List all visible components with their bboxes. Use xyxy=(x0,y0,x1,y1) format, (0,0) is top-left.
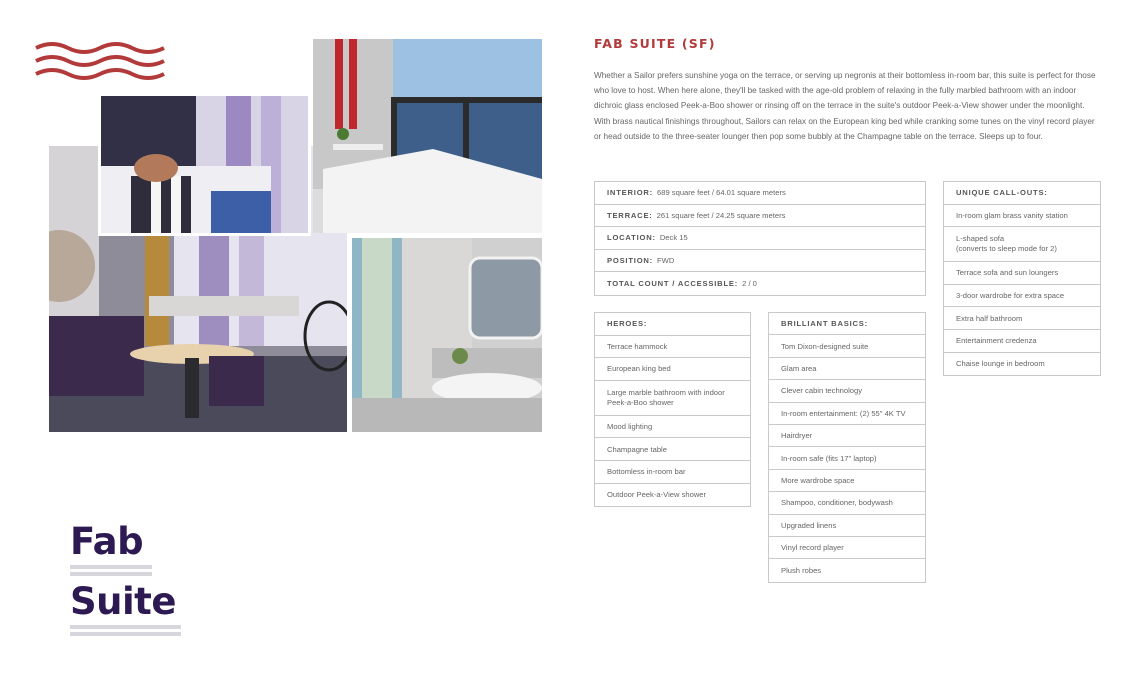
list-item: Shampoo, conditioner, bodywash xyxy=(769,492,925,514)
list-item: Champagne table xyxy=(595,438,750,461)
spec-value: 689 square feet / 64.01 square meters xyxy=(657,188,786,198)
list-item: Large marble bathroom with indoor Peek-a-Boo shower xyxy=(595,381,750,416)
bathroom-photo xyxy=(352,238,542,432)
list-item: Extra half bathroom xyxy=(944,307,1100,330)
spec-label: LOCATION: xyxy=(607,233,656,243)
list-item: In-room glam brass vanity station xyxy=(944,205,1100,228)
list-item: Glam area xyxy=(769,358,925,380)
list-item: Mood lighting xyxy=(595,416,750,439)
spec-value: 261 square feet / 24.25 square meters xyxy=(656,210,786,220)
spec-row-count xyxy=(595,272,925,295)
basics-header: BRILLIANT BASICS: xyxy=(769,313,925,335)
spec-label: TOTAL COUNT / ACCESSIBLE: xyxy=(607,279,739,289)
list-item: Tom Dixon-designed suite xyxy=(769,335,925,357)
brand-underline-2 xyxy=(70,625,181,629)
page-title: FAB SUITE (SF) xyxy=(594,36,716,51)
list-item: European king bed xyxy=(595,358,750,381)
list-item: Entertainment credenza xyxy=(944,330,1100,353)
list-item: Terrace hammock xyxy=(595,336,750,359)
basics-table xyxy=(768,312,926,583)
callouts-header: UNIQUE CALL-OUTS: xyxy=(944,182,1100,205)
specs-table xyxy=(594,181,926,296)
spec-row-terrace xyxy=(595,205,925,228)
spec-row-interior xyxy=(595,182,925,205)
spec-label: TERRACE: xyxy=(607,210,653,220)
spec-value: 2 / 0 xyxy=(742,279,757,289)
list-item: More wardrobe space xyxy=(769,470,925,492)
spec-value: FWD xyxy=(657,256,675,266)
list-item: Vinyl record player xyxy=(769,537,925,559)
brand-wordmark xyxy=(70,522,190,636)
brand-underline-1b xyxy=(70,572,152,576)
brand-underline-1 xyxy=(70,565,152,569)
spec-label: POSITION: xyxy=(607,256,654,266)
heroes-table xyxy=(594,312,751,507)
heroes-header: HEROES: xyxy=(595,313,750,336)
spec-value: Deck 15 xyxy=(659,233,688,243)
brand-line-1: Fab xyxy=(70,520,144,563)
wave-lines-icon xyxy=(34,40,168,82)
list-item: Plush robes xyxy=(781,565,822,575)
list-item: In-room safe (fits 17" laptop) xyxy=(769,447,925,469)
spec-row-position xyxy=(595,250,925,273)
callouts-table xyxy=(943,181,1101,376)
list-item: Terrace sofa and sun loungers xyxy=(944,262,1100,285)
brand-line-2: Suite xyxy=(70,580,176,623)
list-item: Bottomless in-room bar xyxy=(595,461,750,484)
bedroom-photo xyxy=(98,93,311,236)
list-item: Hairdryer xyxy=(769,425,925,447)
balcony-photo xyxy=(313,39,542,233)
brand-underline-2b xyxy=(70,632,181,636)
list-item: Upgraded linens xyxy=(769,515,925,537)
suite-description: Whether a Sailor prefers sunshine yoga on the terrace, or serving up negronis at their bottomless in-room bar, this suite is perfect for those who love to host. When here alone, they'll be tasked with the age-old problem of relaxing in the fully marbled bathroom with an indoor dichroic glass enclosed Peek-a-Boo shower or rinsing off on the terrace in the suite's outdoor Peek-a-View shower under the moonlight. With brass nautical finishings throughout, Sailors can relax on the European king bed while cranking some tunes on the vinyl record player or head outside to the three-seater lounger then pop some bubbly at the Champagne table on the terrace. Sleeps up to four. xyxy=(594,71,1096,141)
spec-row-location xyxy=(595,227,925,250)
list-item: Clever cabin technology xyxy=(769,380,925,402)
list-item: Outdoor Peek-a-View shower xyxy=(607,490,707,500)
list-item: Chaise lounge in bedroom xyxy=(956,359,1045,369)
list-item: In-room entertainment: (2) 55" 4K TV xyxy=(769,403,925,425)
spec-label: INTERIOR: xyxy=(607,188,654,198)
list-item: 3-door wardrobe for extra space xyxy=(944,285,1100,308)
list-item: L-shaped sofa (converts to sleep mode for 2) xyxy=(944,227,1100,262)
